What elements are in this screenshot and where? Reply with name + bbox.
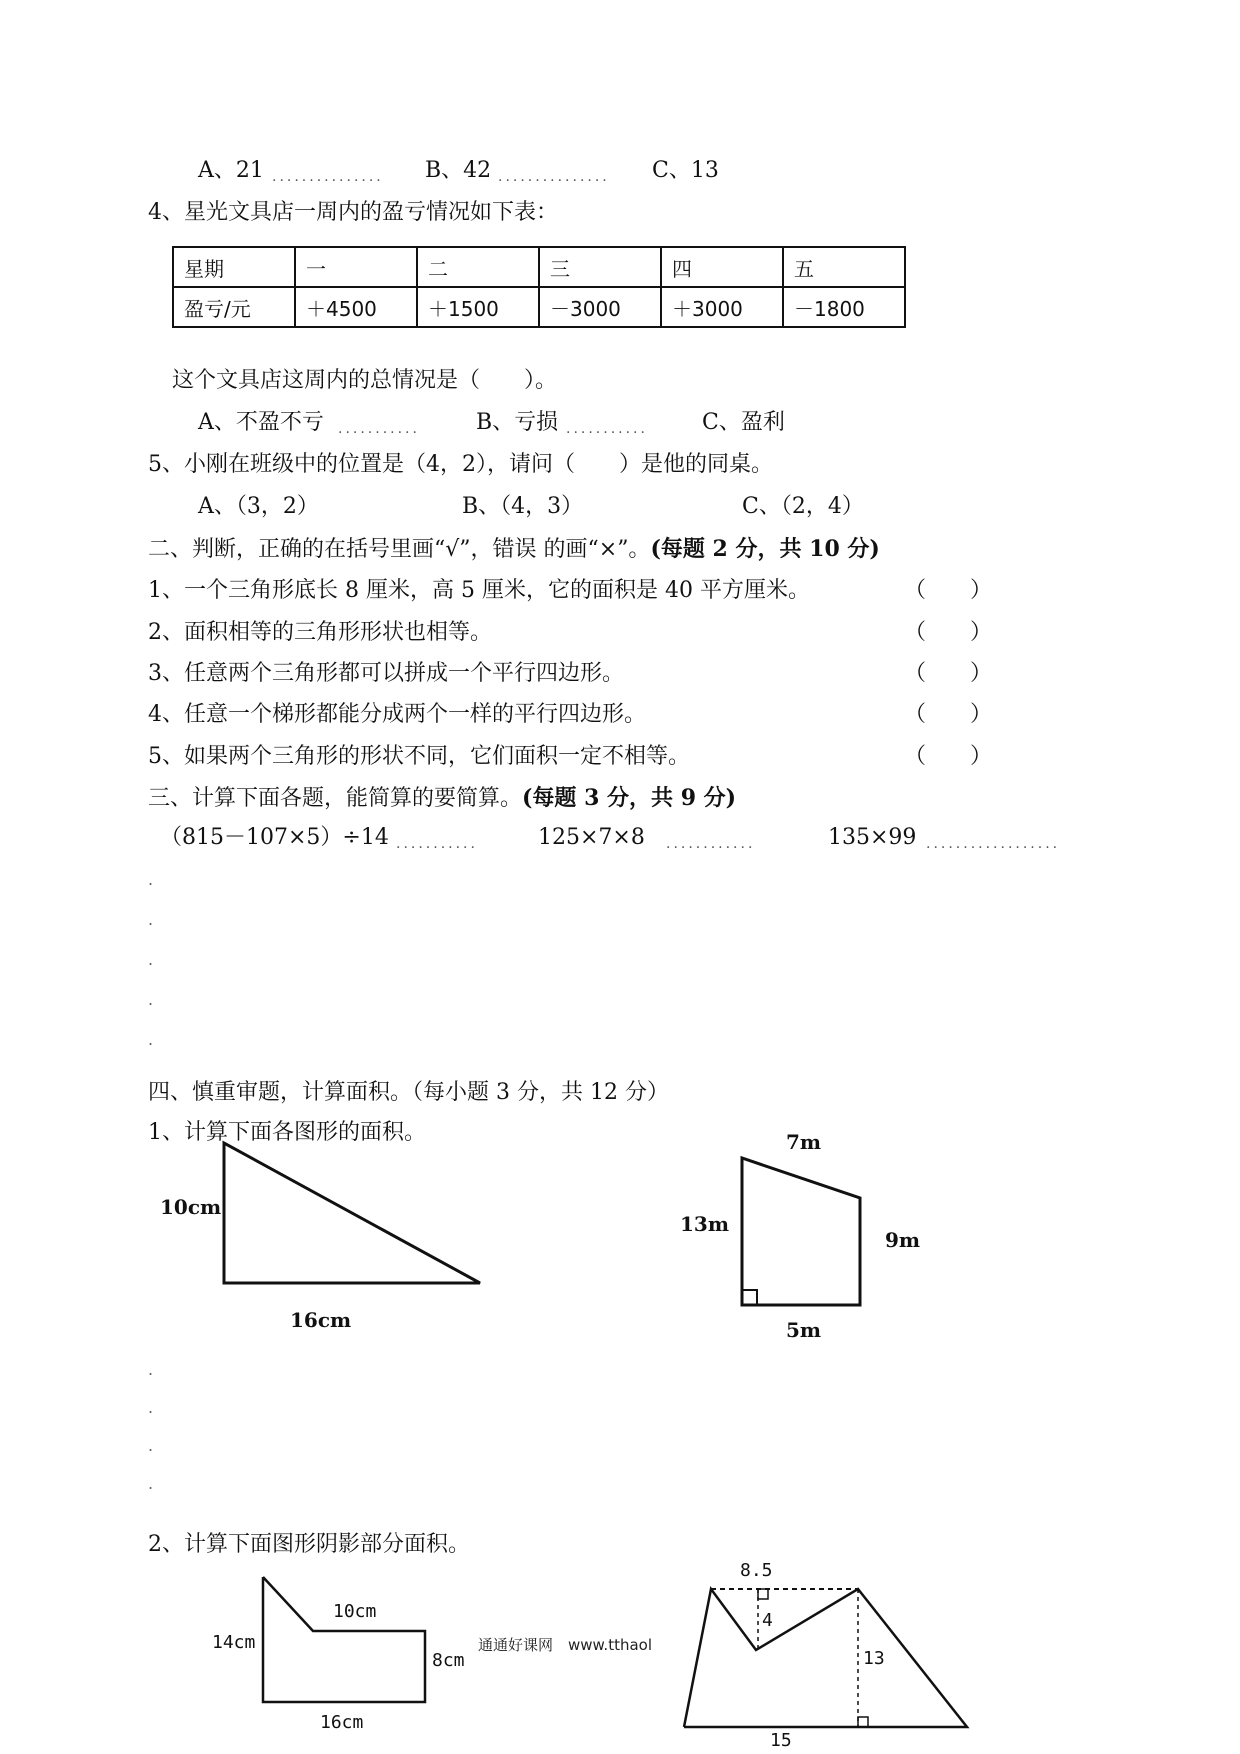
table-cell: －1800: [783, 287, 905, 327]
judge-item-3: 3、任意两个三角形都可以拼成一个平行四边形。: [148, 661, 624, 686]
judge-item-2: 2、面积相等的三角形形状也相等。: [148, 620, 492, 645]
answer-paren[interactable]: （ ）: [904, 744, 993, 769]
fig3-left-label: 14cm: [212, 1632, 256, 1653]
dot-leader: ...........: [396, 836, 478, 852]
answer-paren[interactable]: （ ）: [904, 578, 993, 603]
fig2-top-label: 7m: [786, 1130, 822, 1154]
q4-option-b: B、亏损: [476, 410, 559, 435]
fig3-right-label: 8cm: [432, 1650, 465, 1671]
q5-option-b: B、（4，3）: [462, 494, 584, 519]
fig4-shape: [684, 1589, 967, 1727]
fig2-bottom-label: 5m: [786, 1318, 822, 1342]
section3-heading: 三、计算下面各题，能简算的要简算。(每题 3 分，共 9 分): [148, 785, 737, 811]
judge-item-1: 1、一个三角形底长 8 厘米，高 5 厘米，它的面积是 40 平方厘米。: [148, 578, 810, 603]
q5-option-c: C、（2，4）: [742, 494, 864, 519]
fig4-height-label: 13: [863, 1648, 885, 1669]
dot-mark: .: [148, 1030, 154, 1049]
q4-question: 这个文具店这周内的总情况是（ ）。: [172, 368, 558, 393]
dot-mark: .: [148, 910, 154, 929]
dot-leader: ...........: [566, 421, 648, 437]
fig2-right-label: 9m: [885, 1228, 921, 1252]
dot-leader: ...........: [338, 421, 420, 437]
table-cell: 盈亏/元: [173, 287, 295, 327]
right-angle-mark: [742, 1290, 757, 1305]
calc-expression-3: 135×99: [828, 825, 917, 850]
q4-title: 4、星光文具店一周内的盈亏情况如下表：: [148, 200, 558, 225]
section4-sub2: 2、计算下面图形阴影部分面积。: [148, 1532, 470, 1557]
fig3-bottom-label: 16cm: [320, 1712, 364, 1733]
fig3-top-label: 10cm: [333, 1601, 377, 1622]
q3-option-a: A、21: [198, 158, 264, 183]
q3-option-b: B、42: [425, 158, 492, 183]
right-angle-mark: [858, 1717, 868, 1727]
table-cell: ＋1500: [417, 287, 539, 327]
fig3-shape: [263, 1577, 425, 1702]
fig2-left-label: 13m: [680, 1212, 729, 1236]
table-cell: 五: [783, 247, 905, 287]
fig1-triangle: [224, 1143, 480, 1283]
table-cell: －3000: [539, 287, 661, 327]
table-cell: ＋4500: [295, 287, 417, 327]
q5-text: 5、小刚在班级中的位置是（4，2），请问（ ）是他的同桌。: [148, 452, 773, 477]
fig2-trapezoid: [742, 1158, 860, 1305]
table-cell: 一: [295, 247, 417, 287]
fig4-top-label: 8.5: [740, 1560, 773, 1581]
table-cell: 二: [417, 247, 539, 287]
dot-mark: .: [148, 1474, 154, 1493]
watermark-text: 通通好课网 www.tthaol: [478, 1636, 653, 1654]
table-cell: 四: [661, 247, 783, 287]
dot-leader: ..................: [926, 836, 1061, 852]
table-cell: 三: [539, 247, 661, 287]
dot-leader: ............: [666, 836, 756, 852]
dot-mark: .: [148, 1436, 154, 1455]
right-angle-mark: [758, 1589, 768, 1599]
dot-mark: .: [148, 1398, 154, 1417]
judge-item-4: 4、任意一个梯形都能分成两个一样的平行四边形。: [148, 702, 646, 727]
table-cell: ＋3000: [661, 287, 783, 327]
dot-mark: .: [148, 990, 154, 1009]
calc-expression-1: （815－107×5）÷14: [160, 825, 389, 850]
dot-leader: ...............: [498, 169, 610, 185]
answer-paren[interactable]: （ ）: [904, 702, 993, 727]
answer-paren[interactable]: （ ）: [904, 661, 993, 686]
fig1-base-label: 16cm: [290, 1308, 352, 1332]
q5-option-a: A、（3，2）: [198, 494, 319, 519]
calc-expression-2: 125×7×8: [538, 825, 645, 850]
dot-mark: .: [148, 870, 154, 889]
section4-heading: 四、慎重审题，计算面积。（每小题 3 分，共 12 分）: [148, 1080, 669, 1105]
fig1-height-label: 10cm: [160, 1195, 222, 1219]
answer-paren[interactable]: （ ）: [904, 620, 993, 645]
q3-option-c: C、13: [652, 158, 719, 183]
fig4-inner-label: 4: [762, 1610, 773, 1631]
section2-heading: 二、判断，正确的在括号里画“√”，错误 的画“×”。(每题 2 分，共 10 分): [148, 536, 880, 562]
fig4-bottom-label: 15: [770, 1730, 792, 1751]
judge-item-5: 5、如果两个三角形的形状不同，它们面积一定不相等。: [148, 744, 690, 769]
dot-leader: ...............: [272, 169, 384, 185]
q4-option-a: A、不盈不亏: [198, 410, 324, 435]
section4-sub1: 1、计算下面各图形的面积。: [148, 1120, 426, 1145]
dot-mark: .: [148, 1360, 154, 1379]
dot-mark: .: [148, 950, 154, 969]
table-cell: 星期: [173, 247, 295, 287]
q4-option-c: C、盈利: [702, 410, 785, 435]
